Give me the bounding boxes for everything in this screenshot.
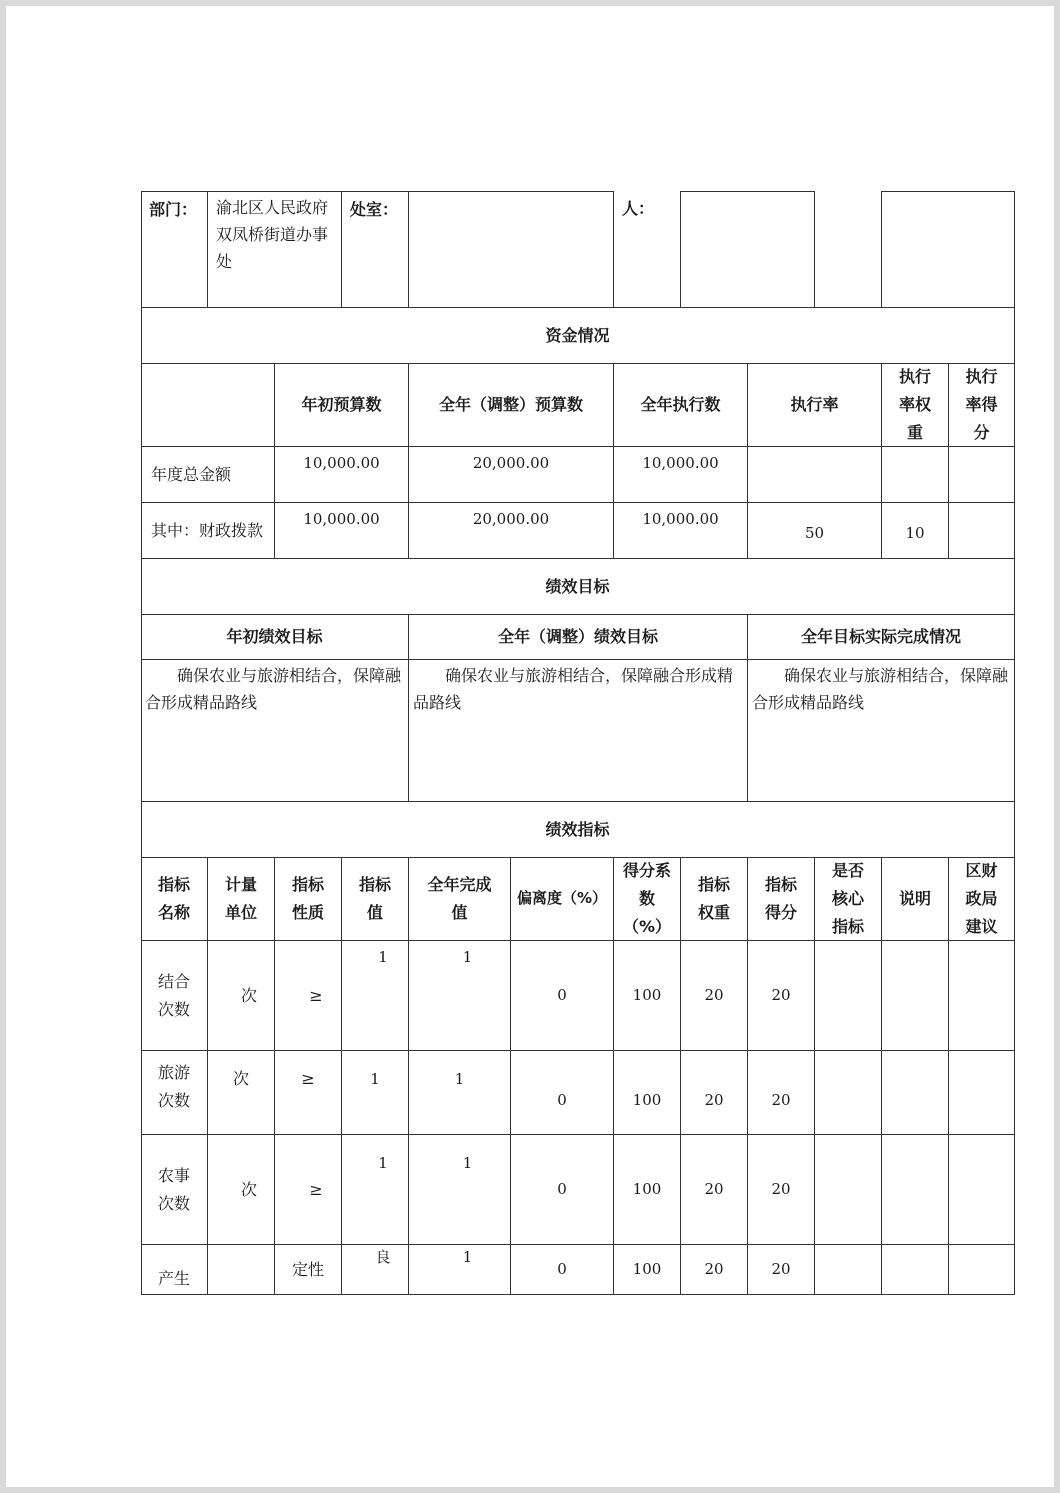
ind-advice	[949, 1135, 1015, 1245]
goals-initial-text: 确保农业与旅游相结合，保障融合形成精品路线	[141, 660, 409, 802]
ind-col-coef: 得分系数（%）	[614, 858, 681, 941]
performance-table	[141, 191, 1015, 1295]
ind-actual: 1	[409, 1245, 511, 1295]
ind-actual: 1	[409, 1135, 511, 1245]
ind-note	[882, 1245, 949, 1295]
ind-weight: 20	[681, 941, 748, 1051]
ind-col-target: 指标值	[342, 858, 409, 941]
indicators-section-title: 绩效指标	[141, 802, 1015, 858]
funding-rate-value	[748, 447, 882, 503]
ind-col-nature: 指标性质	[275, 858, 342, 941]
ind-col-advice: 区财政局建议	[949, 858, 1015, 941]
ind-deviation: 0	[511, 1135, 614, 1245]
ind-col-note: 说明	[882, 858, 949, 941]
goals-actual-text: 确保农业与旅游相结合，保障融合形成精品路线	[748, 660, 1015, 802]
ind-col-unit: 计量单位	[208, 858, 275, 941]
ind-advice	[949, 1245, 1015, 1295]
ind-coef: 100	[614, 1135, 681, 1245]
ind-core	[815, 941, 882, 1051]
ind-note	[882, 941, 949, 1051]
ind-core	[815, 1245, 882, 1295]
ind-name: 旅游次数	[141, 1051, 208, 1135]
ind-name: 结合次数	[141, 941, 208, 1051]
funding-col-adjusted: 全年（调整）预算数	[409, 364, 614, 447]
ind-target: 1	[342, 941, 409, 1051]
ind-nature: ≥	[275, 1135, 342, 1245]
dept-value: 渝北区人民政府双凤桥街道办事处	[208, 191, 342, 308]
funding-executed-value: 10,000.00	[614, 503, 748, 559]
funding-rate-value: 50	[748, 503, 882, 559]
funding-executed-value: 10,000.00	[614, 447, 748, 503]
funding-initial-value: 10,000.00	[275, 503, 409, 559]
ind-actual: 1	[409, 1051, 511, 1135]
ind-unit: 次	[208, 1135, 275, 1245]
ind-col-actual: 全年完成值	[409, 858, 511, 941]
ind-weight: 20	[681, 1245, 748, 1295]
funding-row-label: 年度总金额	[141, 447, 275, 503]
funding-adjusted-value: 20,000.00	[409, 503, 614, 559]
ind-coef: 100	[614, 1051, 681, 1135]
ind-col-weight: 指标权重	[681, 858, 748, 941]
funding-col-score: 执行率得分	[949, 364, 1015, 447]
ind-nature: ≥	[275, 1051, 342, 1135]
ind-name: 产生	[141, 1245, 208, 1295]
ind-coef: 100	[614, 1245, 681, 1295]
funding-header-blank	[141, 364, 275, 447]
ind-unit	[208, 1245, 275, 1295]
ind-deviation: 0	[511, 1245, 614, 1295]
ind-deviation: 0	[511, 1051, 614, 1135]
funding-adjusted-value: 20,000.00	[409, 447, 614, 503]
goals-col-adjusted: 全年（调整）绩效目标	[409, 615, 748, 660]
header-blank-cell	[815, 191, 882, 308]
ind-actual: 1	[409, 941, 511, 1051]
ind-name: 农事次数	[141, 1135, 208, 1245]
ind-score: 20	[748, 1051, 815, 1135]
ind-col-name: 指标名称	[141, 858, 208, 941]
funding-weight-value	[882, 447, 949, 503]
ind-unit: 次	[208, 1051, 275, 1135]
ind-weight: 20	[681, 1135, 748, 1245]
goals-section-title: 绩效目标	[141, 559, 1015, 615]
ind-nature: 定性	[275, 1245, 342, 1295]
ind-target: 1	[342, 1135, 409, 1245]
funding-weight-value: 10	[882, 503, 949, 559]
funding-col-rate: 执行率	[748, 364, 882, 447]
header-blank-cell-2	[882, 191, 1015, 308]
ind-col-core: 是否核心指标	[815, 858, 882, 941]
person-label: 人：	[614, 191, 681, 308]
funding-col-initial: 年初预算数	[275, 364, 409, 447]
ind-core	[815, 1051, 882, 1135]
goals-col-actual: 全年目标实际完成情况	[748, 615, 1015, 660]
ind-nature: ≥	[275, 941, 342, 1051]
ind-unit: 次	[208, 941, 275, 1051]
ind-advice	[949, 1051, 1015, 1135]
ind-score: 20	[748, 1245, 815, 1295]
funding-col-executed: 全年执行数	[614, 364, 748, 447]
ind-weight: 20	[681, 1051, 748, 1135]
ind-col-score: 指标得分	[748, 858, 815, 941]
funding-initial-value: 10,000.00	[275, 447, 409, 503]
funding-row-label: 其中：财政拨款	[141, 503, 275, 559]
goals-adjusted-text: 确保农业与旅游相结合，保障融合形成精品路线	[409, 660, 748, 802]
funding-col-weight: 执行率权重	[882, 364, 949, 447]
ind-deviation: 0	[511, 941, 614, 1051]
funding-section-title: 资金情况	[141, 308, 1015, 364]
ind-note	[882, 1135, 949, 1245]
ind-core	[815, 1135, 882, 1245]
goals-col-initial: 年初绩效目标	[141, 615, 409, 660]
funding-score-value	[949, 447, 1015, 503]
dept-label: 部门：	[141, 191, 208, 308]
ind-score: 20	[748, 1135, 815, 1245]
ind-target: 良	[342, 1245, 409, 1295]
ind-advice	[949, 941, 1015, 1051]
ind-note	[882, 1051, 949, 1135]
funding-score-value	[949, 503, 1015, 559]
ind-score: 20	[748, 941, 815, 1051]
office-label: 处室：	[342, 191, 409, 308]
office-value	[409, 191, 614, 308]
ind-coef: 100	[614, 941, 681, 1051]
ind-col-deviation: 偏离度（%）	[511, 858, 614, 941]
person-value	[681, 191, 815, 308]
ind-target: 1	[342, 1051, 409, 1135]
document-page	[6, 6, 1054, 1487]
